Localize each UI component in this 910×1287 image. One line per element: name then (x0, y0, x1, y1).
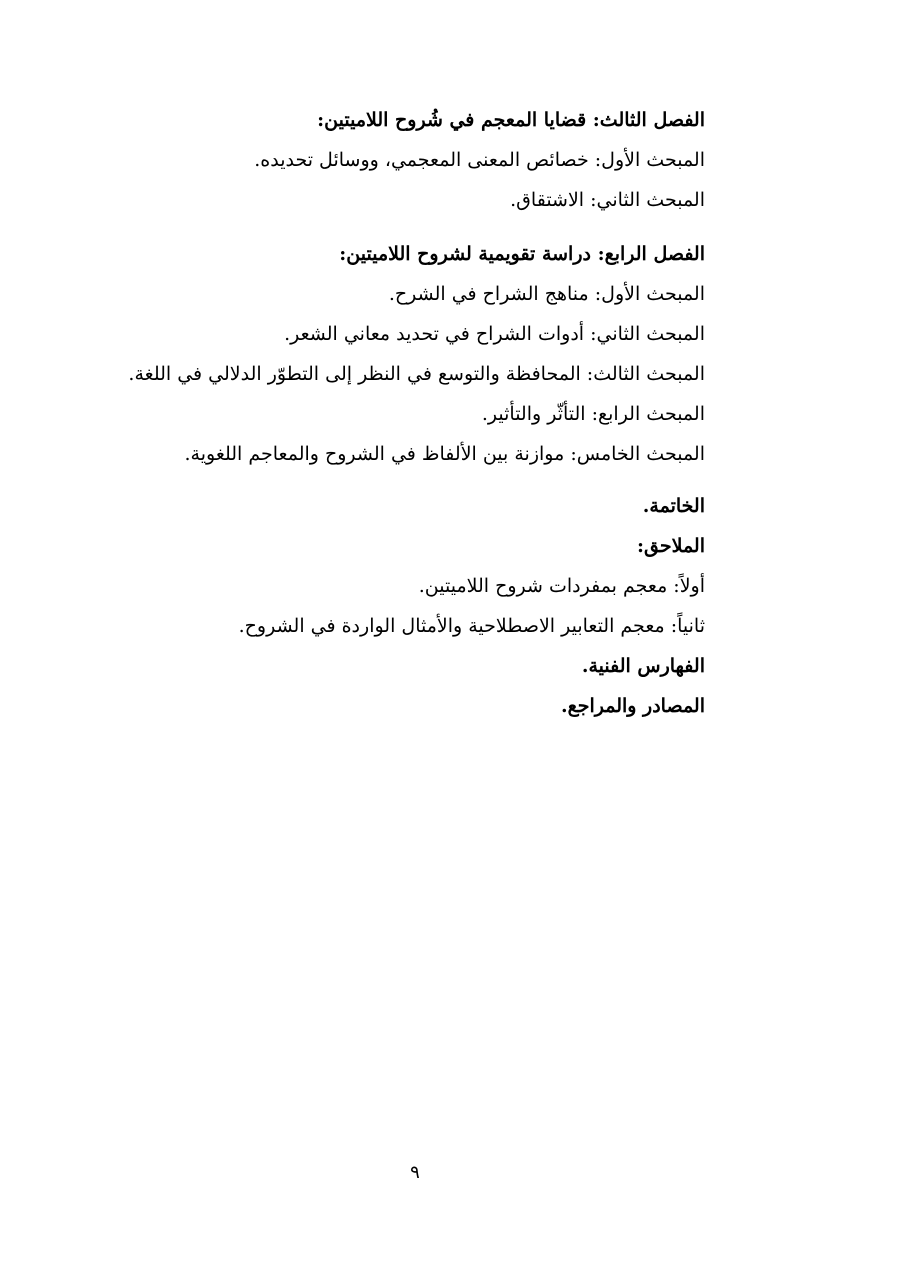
page-number: ٩ (410, 1162, 420, 1183)
table-of-contents (128, 108, 705, 734)
indexes-heading: الفهارس الفنية. (581, 655, 705, 677)
appendices-heading: الملاحق: (637, 535, 705, 557)
conclusion-heading: الخاتمة. (642, 495, 705, 517)
chapter-4-section-5: المبحث الخامس: موازنة بين الألفاظ في الشروح والمعاجم اللغوية. (184, 443, 705, 465)
chapter-3-section-2: المبحث الثاني: الاشتقاق. (510, 189, 705, 211)
appendix-item-1: أولاً: معجم بمفردات شروح اللاميتين. (418, 575, 705, 597)
chapter-4-heading: الفصل الرابع: دراسة تقويمية لشروح اللاميتين: (339, 243, 705, 265)
chapter-3-heading: الفصل الثالث: قضايا المعجم في شُروح اللاميتين: (317, 109, 705, 131)
chapter-4-section-2: المبحث الثاني: أدوات الشراح في تحديد معاني الشعر. (284, 323, 705, 345)
references-heading: المصادر والمراجع. (560, 695, 705, 717)
chapter-4-section-4: المبحث الرابع: التأثّر والتأثير. (481, 403, 705, 425)
chapter-4-section-1: المبحث الأول: مناهج الشراح في الشرح. (388, 283, 705, 305)
chapter-4-section-3: المبحث الثالث: المحافظة والتوسع في النظر إلى التطوّر الدلالي في اللغة. (128, 363, 705, 385)
appendix-item-2: ثانياً: معجم التعابير الاصطلاحية والأمثال الواردة في الشروح. (238, 615, 705, 637)
chapter-3-section-1: المبحث الأول: خصائص المعنى المعجمي، ووسائل تحديده. (254, 149, 705, 171)
